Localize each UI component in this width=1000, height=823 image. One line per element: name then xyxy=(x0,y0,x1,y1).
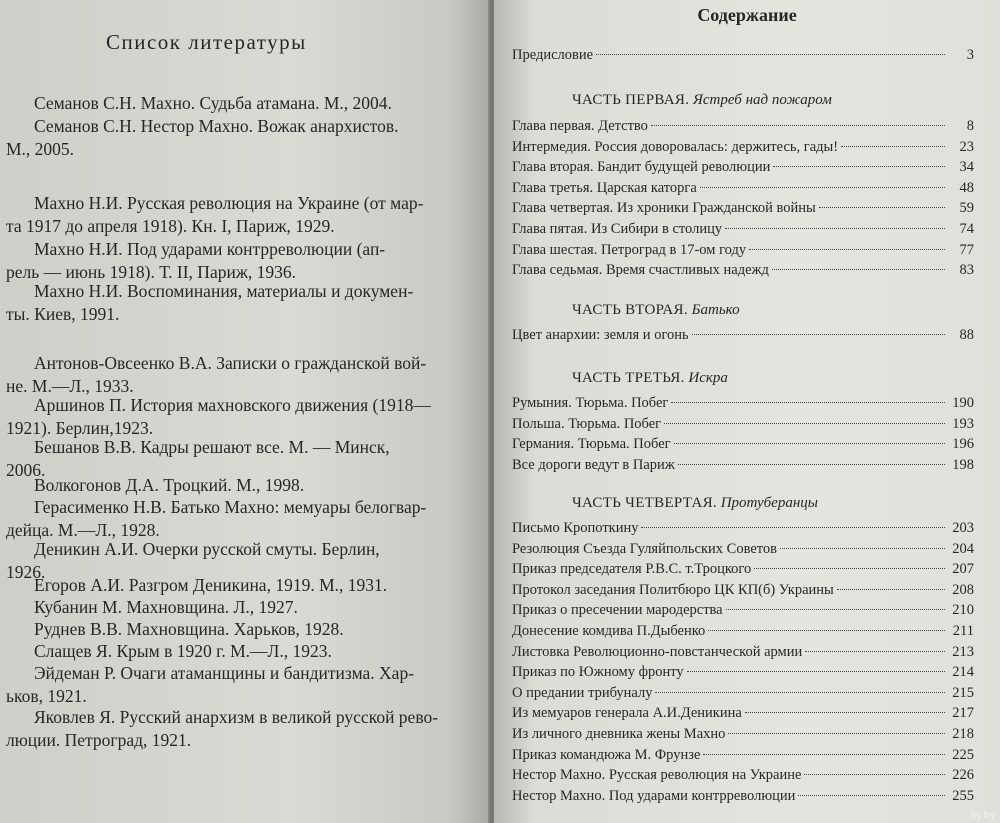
bibliography-entry xyxy=(6,706,476,752)
toc-entry-title: Глава пятая. Из Сибири в столицу xyxy=(512,221,723,237)
bibliography-entry-line: Махно Н.И. Под ударами контрреволюции (ап- xyxy=(34,239,386,259)
bibliography-entry-continuation: рель — июнь 1918). Т. II, Париж, 1936. xyxy=(6,262,297,282)
bibliography-entry-line: Герасименко Н.В. Батько Махно: мемуары белогвар- xyxy=(34,497,427,517)
bibliography-entry xyxy=(6,92,476,115)
toc-entry-page: 225 xyxy=(952,746,974,763)
toc-entry-title: Глава седьмая. Время счастливых надежд xyxy=(512,262,769,279)
part-heading xyxy=(572,92,832,109)
toc-entry-page: 48 xyxy=(959,179,974,196)
bibliography-entry-line: Эйдеман Р. Очаги атаманщины и бандитизма. Хар- xyxy=(34,663,415,683)
bibliography-entry-line: Яковлев Я. Русский анархизм в великой русской рево- xyxy=(34,707,439,727)
leader-dots xyxy=(692,334,945,335)
toc-entry[interactable] xyxy=(512,221,974,240)
leader-dots xyxy=(674,443,945,444)
leader-dots xyxy=(819,207,945,208)
leader-dots xyxy=(728,733,945,734)
toc-entry-page: 215 xyxy=(952,684,974,701)
leader-dots xyxy=(725,228,945,229)
toc-entry[interactable] xyxy=(512,457,974,476)
bibliography-entry-continuation: ьков, 1921. xyxy=(6,686,87,706)
toc-entry-title: Протокол заседания Политбюро ЦК КП(б) Украины xyxy=(512,581,834,598)
watermark: ay.by xyxy=(969,810,996,821)
toc-entry[interactable] xyxy=(512,685,974,704)
toc-entry-page: 8 xyxy=(966,118,974,134)
toc-entry[interactable] xyxy=(512,327,974,346)
toc-entry[interactable] xyxy=(512,436,974,455)
leader-dots xyxy=(664,423,945,424)
part-name: Ястреб над пожаром xyxy=(693,92,832,108)
bibliography-entry-continuation: 1921). Берлин,1923. xyxy=(6,418,154,438)
part-name: Батько xyxy=(691,302,740,318)
toc-entry-title: Румыния. Тюрьма. Побег xyxy=(512,395,669,411)
toc-entry-preface[interactable] xyxy=(512,47,974,66)
part-number: ЧАСТЬ ПЕРВАЯ. xyxy=(572,92,690,108)
toc-entry[interactable] xyxy=(512,747,974,766)
toc-entry-page: 255 xyxy=(952,787,974,804)
bibliography-entry-line: Антонов-Овсеенко В.А. Записки о гражданской вой- xyxy=(34,353,427,373)
toc-entry[interactable] xyxy=(512,139,974,158)
bibliography-entry xyxy=(6,394,476,440)
bibliography-entry xyxy=(6,574,476,597)
part-number: ЧАСТЬ ЧЕТВЕРТАЯ. xyxy=(572,495,717,511)
toc-entry-title: Предисловие xyxy=(512,47,594,63)
bibliography-entry-continuation: М., 2005. xyxy=(6,139,75,159)
right-page-contents xyxy=(494,0,1000,823)
toc-entry-title: Интермедия. Россия доворовалась: держитесь, гады! xyxy=(512,138,839,155)
leader-dots xyxy=(780,548,945,549)
toc-entry-title: Донесение комдива П.Дыбенко xyxy=(512,623,706,639)
toc-entry-page: 214 xyxy=(952,664,974,681)
toc-entry[interactable] xyxy=(512,705,974,724)
toc-entry-title: Листовка Революционно-повстанческой армии xyxy=(512,643,803,660)
bibliography-entry-continuation: та 1917 до апреля 1918). Кн. I, Париж, 1929. xyxy=(6,216,335,236)
leader-dots xyxy=(596,54,945,55)
bibliography-entry-continuation: 1926. xyxy=(6,562,46,582)
leader-dots xyxy=(772,269,945,270)
toc-entry-page: 207 xyxy=(952,561,974,578)
leader-dots xyxy=(641,527,945,528)
toc-entry-title: Приказ о пресечении мародерства xyxy=(512,602,723,619)
toc-entry[interactable] xyxy=(512,644,974,663)
leader-dots xyxy=(841,146,945,147)
leader-dots xyxy=(651,125,945,126)
leader-dots xyxy=(687,671,945,672)
bibliography-entry xyxy=(6,115,476,161)
bibliography-entry-continuation: не. М.—Л., 1933. xyxy=(6,376,134,396)
bibliography-title: Список литературы xyxy=(106,30,307,54)
toc-entry-title: Приказ командюжа М. Фрунзе xyxy=(512,746,701,763)
bibliography-entry-continuation: люции. Петроград, 1921. xyxy=(6,730,192,750)
leader-dots xyxy=(798,795,945,796)
toc-entry-page: 226 xyxy=(952,767,974,784)
toc-entry-page: 211 xyxy=(952,623,974,639)
toc-entry-page: 208 xyxy=(952,581,974,598)
bibliography-entry-line: Деникин А.И. Очерки русской смуты. Берлин, xyxy=(34,539,380,559)
toc-entry-page: 198 xyxy=(952,456,974,473)
toc-entry-page: 190 xyxy=(952,395,974,411)
toc-entry[interactable] xyxy=(512,242,974,261)
toc-entry-page: 88 xyxy=(959,327,974,343)
toc-entry-title: Из мемуаров генерала А.И.Деникина xyxy=(512,705,742,722)
toc-entry-title: Нестор Махно. Под ударами контрреволюции xyxy=(512,787,796,804)
toc-entry[interactable] xyxy=(512,520,974,539)
toc-entry[interactable] xyxy=(512,623,974,642)
toc-entry-title: Нестор Махно. Русская революция на Украине xyxy=(512,767,802,784)
bibliography-entry-line: Бешанов В.В. Кадры решают все. М. — Минск, xyxy=(34,437,390,457)
toc-entry-title: Резолюция Съезда Гуляйпольских Советов xyxy=(512,540,778,557)
toc-entry[interactable] xyxy=(512,118,974,137)
leader-dots xyxy=(745,712,945,713)
leader-dots xyxy=(703,754,945,755)
part-name: Протуберанцы xyxy=(720,495,818,511)
toc-entry-page: 203 xyxy=(952,520,974,536)
toc-entry-title: О предании трибуналу xyxy=(512,684,653,701)
toc-entry-page: 59 xyxy=(959,200,974,217)
toc-entry-page: 77 xyxy=(959,241,974,258)
leader-dots xyxy=(754,568,945,569)
leader-dots xyxy=(749,249,945,250)
bibliography-entry-line: Семанов С.Н. Нестор Махно. Вожак анархистов. xyxy=(34,116,399,136)
bibliography-entry-continuation: 2006. xyxy=(6,460,46,480)
toc-entry[interactable] xyxy=(512,200,974,219)
part-heading xyxy=(572,495,818,512)
leader-dots xyxy=(700,187,945,188)
toc-entry-title: Цвет анархии: земля и огонь xyxy=(512,327,689,343)
toc-entry-page: 218 xyxy=(952,726,974,742)
toc-entry[interactable] xyxy=(512,159,974,178)
toc-entry[interactable] xyxy=(512,262,974,281)
toc-entry-page: 3 xyxy=(966,47,974,63)
toc-entry-page: 210 xyxy=(952,602,974,619)
bibliography-entry xyxy=(6,238,476,284)
leader-dots xyxy=(773,166,945,167)
bibliography-entry-continuation: ты. Киев, 1991. xyxy=(6,304,120,324)
part-heading xyxy=(572,370,728,387)
bibliography-entry-line: Кубанин М. Махновщина. Л., 1927. xyxy=(34,597,298,617)
toc-entry-page: 213 xyxy=(952,643,974,660)
bibliography-entry-line: Махно Н.И. Воспоминания, материалы и докумен- xyxy=(34,281,414,301)
toc-entry-page: 204 xyxy=(952,540,974,557)
leader-dots xyxy=(671,402,945,403)
toc-entry-page: 23 xyxy=(959,138,974,155)
bibliography-entry xyxy=(6,280,476,326)
toc-entry[interactable] xyxy=(512,416,974,435)
bibliography-entry xyxy=(6,474,476,497)
toc-entry-title: Приказ по Южному фронту xyxy=(512,664,684,681)
leader-dots xyxy=(804,774,945,775)
toc-entry-title: Глава третья. Царская каторга xyxy=(512,179,697,196)
toc-entry[interactable] xyxy=(512,726,974,745)
bibliography-entry-line: Руднев В.В. Махновщина. Харьков, 1928. xyxy=(34,619,344,639)
bibliography-entry xyxy=(6,618,476,641)
contents-title: Содержание xyxy=(697,5,797,25)
toc-entry-title: Из личного дневника жены Махно xyxy=(512,726,726,742)
bibliography-entry xyxy=(6,596,476,619)
part-number: ЧАСТЬ ТРЕТЬЯ. xyxy=(572,370,685,386)
part-name: Искра xyxy=(688,370,728,386)
toc-entry-page: 193 xyxy=(952,415,974,432)
toc-entry-page: 34 xyxy=(959,159,974,176)
left-page-bibliography xyxy=(0,0,490,823)
leader-dots xyxy=(708,630,945,631)
toc-entry-title: Письмо Кропоткину xyxy=(512,520,639,536)
leader-dots xyxy=(655,692,945,693)
toc-entry[interactable] xyxy=(512,767,974,786)
bibliography-entry xyxy=(6,352,476,398)
bibliography-entry xyxy=(6,496,476,542)
toc-entry[interactable] xyxy=(512,180,974,199)
leader-dots xyxy=(726,609,945,610)
toc-entry-page: 83 xyxy=(959,262,974,279)
bibliography-entry-continuation: дейца. М.—Л., 1928. xyxy=(6,520,160,540)
toc-entry[interactable] xyxy=(512,561,974,580)
toc-entry[interactable] xyxy=(512,788,974,807)
part-number: ЧАСТЬ ВТОРАЯ. xyxy=(572,302,688,318)
toc-entry-title: Германия. Тюрьма. Побег xyxy=(512,436,671,453)
toc-entry-title: Все дороги ведут в Париж xyxy=(512,456,675,473)
bibliography-entry-line: Аршинов П. История махновского движения (1918— xyxy=(34,395,431,415)
toc-entry[interactable] xyxy=(512,582,974,601)
toc-entry-title: Глава шестая. Петроград в 17-ом году xyxy=(512,241,747,258)
toc-entry-title: Глава вторая. Бандит будущей революции xyxy=(512,159,771,176)
bibliography-entry-line: Слащев Я. Крым в 1920 г. М.—Л., 1923. xyxy=(34,641,332,661)
toc-entry-title: Глава четвертая. Из хроники Гражданской войны xyxy=(512,200,816,217)
toc-entry-title: Польша. Тюрьма. Побег xyxy=(512,415,662,432)
bibliography-entry xyxy=(6,662,476,708)
leader-dots xyxy=(805,651,945,652)
bibliography-entry-line: Егоров А.И. Разгром Деникина, 1919. М., 1931. xyxy=(34,575,388,595)
toc-entry[interactable] xyxy=(512,395,974,414)
bibliography-entry xyxy=(6,192,476,238)
toc-entry[interactable] xyxy=(512,541,974,560)
part-heading xyxy=(572,302,740,319)
toc-entry-page: 217 xyxy=(952,705,974,722)
leader-dots xyxy=(837,589,945,590)
toc-entry-title: Глава первая. Детство xyxy=(512,118,648,134)
toc-entry-title: Приказ председателя Р.В.С. т.Троцкого xyxy=(512,561,752,578)
toc-entry[interactable] xyxy=(512,664,974,683)
bibliography-entry xyxy=(6,640,476,663)
bibliography-entry-line: Семанов С.Н. Махно. Судьба атамана. М., 2004. xyxy=(34,93,392,113)
bibliography-entry-line: Махно Н.И. Русская революция на Украине (от мар- xyxy=(34,193,424,213)
toc-entry-page: 74 xyxy=(959,221,974,237)
bibliography-entry-line: Волкогонов Д.А. Троцкий. М., 1998. xyxy=(34,475,305,495)
toc-entry[interactable] xyxy=(512,602,974,621)
toc-entry-page: 196 xyxy=(952,436,974,453)
leader-dots xyxy=(678,464,945,465)
